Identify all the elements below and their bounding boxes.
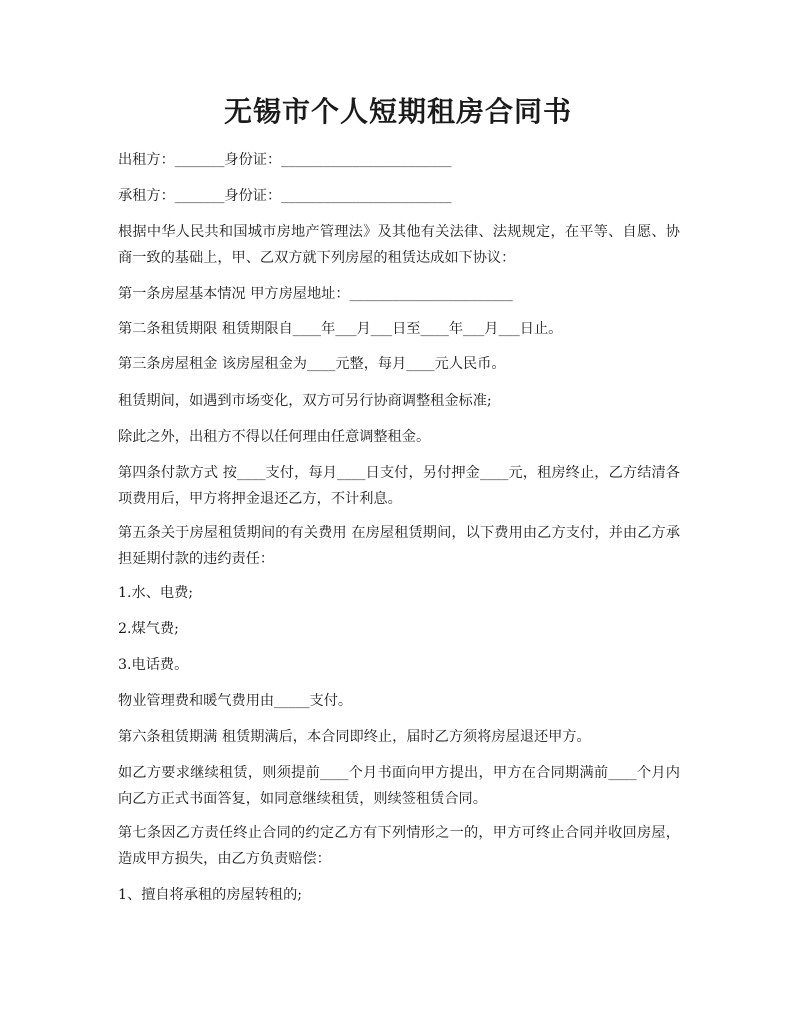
- property-fee-paragraph: 物业管理费和暖气费用由_____支付。: [118, 693, 353, 709]
- article-3-paragraph: 第三条房屋租金 该房屋租金为____元整，每月____元人民币。: [118, 356, 506, 372]
- list-item-water-electricity: 1.水、电费;: [118, 585, 194, 601]
- article-6-paragraph: 第六条租赁期满 租赁期满后，本合同即终止，届时乙方须将房屋退还甲方。: [118, 729, 591, 745]
- preamble-paragraph: 根据中华人民共和国城市房地产管理法》及其他有关法律、法规规定，在平等、自愿、协商一致的基础上，甲、乙双方就下列房屋的租赁达成如下协议：: [118, 224, 680, 266]
- renewal-paragraph: 如乙方要求继续租赁，则须提前____个月书面向甲方提出，甲方在合同期满前____个月内向乙方正式书面答复，如同意继续租赁，则续签租赁合同。: [118, 765, 680, 807]
- rent-fixed-paragraph: 除此之外，出租方不得以任何理由任意调整租金。: [118, 429, 431, 445]
- list-item-sublet: 1、擅自将承租的房屋转租的;: [118, 887, 303, 903]
- rent-adjustment-paragraph: 租赁期间，如遇到市场变化，双方可另行协商调整租金标准;: [118, 393, 492, 409]
- article-5-paragraph: 第五条关于房屋租赁期间的有关费用 在房屋租赁期间，以下费用由乙方支付，并由乙方承担延期付款的违约责任：: [118, 525, 680, 567]
- lessee-line: 承租方：_______身份证：________________________: [118, 188, 452, 204]
- list-item-gas: 2.煤气费;: [118, 621, 179, 637]
- article-7-paragraph: 第七条因乙方责任终止合同的约定乙方有下列情形之一的，甲方可终止合同并收回房屋，造成甲方损失，由乙方负责赔偿：: [118, 825, 680, 867]
- article-1-paragraph: 第一条房屋基本情况 甲方房屋地址：_______________________: [118, 286, 513, 302]
- document-title: 无锡市个人短期租房合同书: [223, 95, 572, 128]
- article-2-paragraph: 第二条租赁期限 租赁期限自____年___月___日至____年___月___日止。: [118, 321, 563, 337]
- list-item-phone: 3.电话费。: [118, 657, 189, 673]
- lessor-line: 出租方：_______身份证：________________________: [118, 152, 452, 168]
- article-4-paragraph: 第四条付款方式 按____支付，每月____日支付，另付押金____元，租房终止，乙方结清各项费用后，甲方将押金退还乙方，不计利息。: [118, 465, 680, 507]
